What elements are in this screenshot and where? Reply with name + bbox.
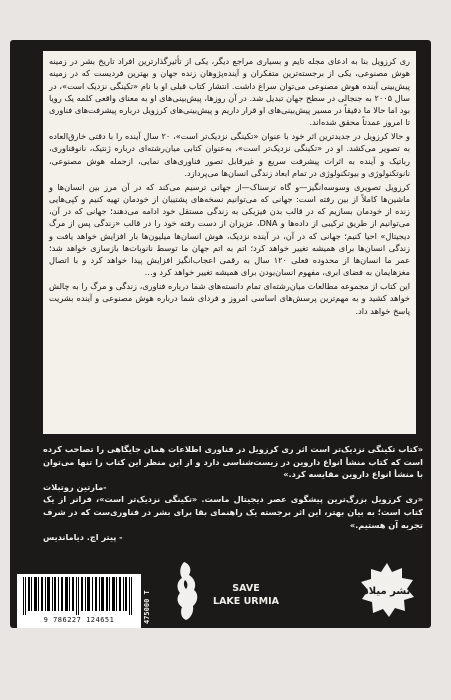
blurb-paragraph-3: کرزویل تصویری وسوسه‌انگیز—و گاه ترسناک—از جهانی ترسیم می‌کند که در آن مرز بین انسان‌ها و ماشین‌ها کاملاً از بین رفته است: جهانی که می‌توانیم نسخه‌های پشتیبان از خودمان تهیه کنیم و کپی‌هایی زنده از خودمان بسازیم که در قالب بدن فیزیکی به زندگی مستقل خود ادامه می‌دهند؛ جهانی که در آن، می‌توانیم از طریق ترکیبی از داده‌ها و DNA، عزیزان از دست رفته خود را در قالب «زندگی پس از مرگ دیجیتال» احیا کنیم؛ جهانی که در آن، در آینده نزدیک، هوش انسان‌ها میلیون‌ها بار افزایش خواهد یافت و زندگی انسان‌ها برای همیشه تغییر خواهد کرد؛ اتم به اتم جهان ما توسط نانوبات‌ها بازسازی خواهد شد؛ عمر ما انسان‌ها از محدوده فعلی ۱۲۰ سال به رقمی اعجاب‌انگیز افزایش پیدا خواهد کرد و با اتصال مغزهایمان به فضای ابری، مفهوم انسان‌بودن برای همیشه تغییر خواهد کرد و… <box>49 181 410 278</box>
save-line: SAVE <box>232 583 260 594</box>
price-code: 475000 T <box>143 590 151 624</box>
barcode-bars <box>21 577 137 615</box>
isbn-number: 9 786227 124651 <box>43 616 115 624</box>
blurb-text-box <box>43 51 416 434</box>
endorsement-quotes <box>43 443 423 563</box>
publisher-logo <box>357 560 417 620</box>
quote-rotblat <box>43 443 423 493</box>
lake-urmia-line: LAKE URMIA <box>213 596 279 607</box>
isbn-barcode <box>17 574 141 628</box>
blurb-paragraph-4: این کتاب از مجموعه مطالعات میان‌رشته‌ای تمام دانسته‌های شما درباره فناوری، زندگی و مرگ را به چالش خواهد کشید و به مهم‌ترین پرسش‌های اساسی امروز و فردای شما درباره هوش مصنوعی و آینده بشریت پاسخ خواهد داد. <box>49 281 410 316</box>
blurb-paragraph-2: و حالا کرزویل در جدیدترین اثر خود با عنوان «تکینگی نزدیک‌تر است»، ۲۰ سال آینده را با دقتی خارق‌العاده به تصویر می‌کشد. او در «تکینگی نزدیک‌تر است»، به‌عنوان کتابی میان‌رشته‌ای درباره ژنتیک، نانوفناوری، رباتیک و آینده به اثرات پیشرفت سریع و غیرقابل تصور فناوری‌های نمایی، ازجمله هوش مصنوعی، نانوتکنولوژی و بیوتکنولوژی در تمام ابعاد زندگی انسان‌ها می‌پردازد. <box>49 131 410 178</box>
quote-text: «کتاب تکینگی نزدیک‌تر است اثر ری کرزویل در فناوری اطلاعات همان جایگاهی را تصاحب کرده است که کتاب منشأ انواع داروین در زیست‌شناسی دارد و از این منظر این کتاب را تنها می‌توان با منشأ انواع داروین مقایسه کرد.» <box>43 444 423 480</box>
publisher-logo-text: نشر میلاد <box>363 586 411 597</box>
lake-urmia-map-icon <box>170 560 204 622</box>
quote-text: «ری کرزویل بزرگ‌ترین پیشگوی عصر دیجیتال ماست. «تکینگی نزدیک‌تر است»، فراتر از یک کتاب است؛ به بیان بهتر، این اثر برجسته یک راهنمای بقا برای بشر در فناوری‌ست که در شرف تجربه آن هستیم.» <box>43 494 423 530</box>
blurb-paragraph-1: ری کرزویل بنا به ادعای مجله تایم و بسیاری مراجع دیگر، یکی از تأثیرگذارترین افراد تاریخ بشر در زمینه هوش مصنوعی، یکی از برجسته‌ترین متفکران و آینده‌پژوهان زنده جهان و بهترین فردیست که در زمینه پیش‌بینی آینده هوش مصنوعی می‌توان سراغ داشت. انتشار کتاب قبلی او با نام «تکینگی نزدیک است»، در سال ۲۰۰۵ به جنجالی در سطح جهان تبدیل شد. در آن روزها، پیش‌بینی‌های او به معنای واقعی کلمه یک رویا بود اما حالا ما دقیقاً در مسیر پیش‌بینی‌های او قرار داریم و پیش‌بینی‌های کرزویل درباره پیشرفت‌های فناوری تا امروز عمدتاً محقق شده‌اند. <box>49 56 411 128</box>
quote-attribution: -مارتین روتبلات <box>43 481 107 492</box>
quote-attribution: - پیتر اچ. دیاماندیس <box>43 532 123 543</box>
quote-diamandis <box>43 493 423 543</box>
save-lake-urmia-label <box>206 582 286 608</box>
